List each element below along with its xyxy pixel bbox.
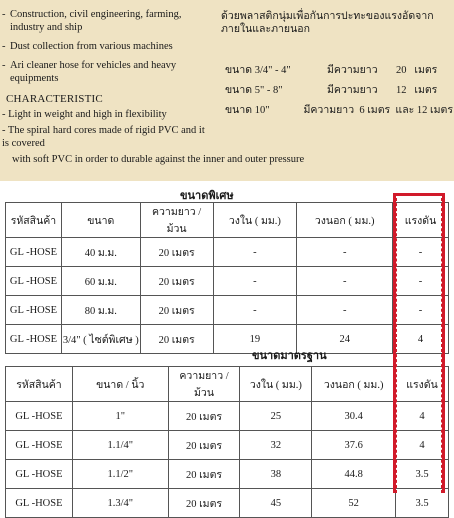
column-header: วงใน ( มม.) <box>240 367 312 402</box>
characteristic-line: with soft PVC in order to durable against the inner and outer pressure <box>12 154 305 165</box>
table-row <box>6 489 449 518</box>
column-header: ความยาว / ม้วน <box>140 203 213 238</box>
characteristic-line: - The spiral hard cores made of rigid PVC and it is covered <box>2 125 205 149</box>
table-cell: GL -HOSE <box>6 431 73 460</box>
table-cell: GL -HOSE <box>6 296 62 325</box>
table-row <box>6 431 449 460</box>
table-cell: 24 <box>297 325 393 354</box>
special-size-table <box>5 202 449 354</box>
column-header: แรงดัน <box>396 367 449 402</box>
table-cell: 45 <box>240 489 312 518</box>
table-cell: 19 <box>213 325 297 354</box>
table-cell: - <box>297 238 393 267</box>
table-cell: 25 <box>240 402 312 431</box>
size-label: ขนาด 5" - 8" <box>225 84 283 96</box>
size-length-row <box>225 60 453 80</box>
application-bullet: - Construction, civil engineering, farming, industry and ship <box>2 8 210 34</box>
table-cell: 3.5 <box>396 489 449 518</box>
table-cell: 3.5 <box>396 460 449 489</box>
table-cell: 20 เมตร <box>168 431 240 460</box>
table-cell: GL -HOSE <box>6 325 62 354</box>
table-cell: - <box>213 296 297 325</box>
special-size-title: ขนาดพิเศษ <box>180 190 234 202</box>
column-header: วงนอก ( มม.) <box>312 367 396 402</box>
table-row <box>6 325 449 354</box>
length-label: มีความยาว 6 เมตร และ 12 เมตร <box>303 104 453 116</box>
table-cell: 20 เมตร <box>140 325 213 354</box>
table-cell: GL -HOSE <box>6 267 62 296</box>
table-cell: 4 <box>396 402 449 431</box>
table-cell: 80 ม.ม. <box>61 296 140 325</box>
table-header-row <box>6 203 449 238</box>
table-row <box>6 460 449 489</box>
column-header: แรงดัน <box>393 203 449 238</box>
table-cell: - <box>213 238 297 267</box>
column-header: ความยาว / ม้วน <box>168 367 240 402</box>
standard-size-table <box>5 366 449 518</box>
table-cell: 20 เมตร <box>168 460 240 489</box>
table-cell: 38 <box>240 460 312 489</box>
size-label: ขนาด 10" <box>225 104 270 116</box>
size-length-row <box>225 100 453 120</box>
table-cell: 20 เมตร <box>140 296 213 325</box>
application-bullet: - Ari cleaner hose for vehicles and heavy equipments <box>2 59 210 85</box>
column-header: ขนาด / นิ้ว <box>72 367 168 402</box>
column-header: วงใน ( มม.) <box>213 203 297 238</box>
table-cell: GL -HOSE <box>6 460 73 489</box>
column-header: ขนาด <box>61 203 140 238</box>
table-cell: 37.6 <box>312 431 396 460</box>
table-cell: - <box>297 296 393 325</box>
table-cell: 20 เมตร <box>168 402 240 431</box>
standard-size-title: ขนาดมาตรฐาน <box>252 350 327 362</box>
table-cell: - <box>393 267 449 296</box>
thai-intro: ด้วยพลาสติกนุ่มเพื่อกันการปะทะของแรงอัดจากภายในและภายนอก <box>221 11 434 35</box>
table-cell: 1.1/4" <box>72 431 168 460</box>
table-cell: 32 <box>240 431 312 460</box>
size-label: ขนาด 3/4" - 4" <box>225 64 291 76</box>
characteristic-line: - Light in weight and high in flexibility <box>2 109 167 120</box>
length-label: มีความยาว 20 เมตร <box>327 64 438 76</box>
pressure-highlight-dashed-guide <box>396 193 442 493</box>
table-row <box>6 402 449 431</box>
table-cell: 1.3/4" <box>72 489 168 518</box>
table-cell: 20 เมตร <box>140 238 213 267</box>
table-cell: - <box>393 238 449 267</box>
table-cell: 1.1/2" <box>72 460 168 489</box>
table-cell: 60 ม.ม. <box>61 267 140 296</box>
table-cell: - <box>393 296 449 325</box>
table-cell: - <box>213 267 297 296</box>
table-cell: 4 <box>393 325 449 354</box>
length-label: มีความยาว 12 เมตร <box>327 84 438 96</box>
table-cell: 3/4" ( ไซต์พิเศษ ) <box>61 325 140 354</box>
table-cell: 4 <box>396 431 449 460</box>
table-row <box>6 238 449 267</box>
product-description-panel <box>0 0 454 181</box>
table-cell: 20 เมตร <box>168 489 240 518</box>
table-cell: 44.8 <box>312 460 396 489</box>
table-cell: 40 ม.ม. <box>61 238 140 267</box>
table-cell: 30.4 <box>312 402 396 431</box>
thai-description <box>221 10 453 120</box>
table-cell: GL -HOSE <box>6 402 73 431</box>
column-header: รหัสสินค้า <box>6 203 62 238</box>
table-row <box>6 267 449 296</box>
application-bullet: - Dust collection from various machines <box>2 40 210 53</box>
table-cell: 52 <box>312 489 396 518</box>
table-header-row <box>6 367 449 402</box>
table-cell: - <box>297 267 393 296</box>
size-length-row <box>225 80 453 100</box>
column-header: รหัสสินค้า <box>6 367 73 402</box>
table-cell: 20 เมตร <box>140 267 213 296</box>
column-header: วงนอก ( มม.) <box>297 203 393 238</box>
table-cell: GL -HOSE <box>6 238 62 267</box>
table-cell: 1" <box>72 402 168 431</box>
characteristic-heading: CHARACTERISTIC <box>6 93 103 105</box>
table-cell: GL -HOSE <box>6 489 73 518</box>
table-row <box>6 296 449 325</box>
